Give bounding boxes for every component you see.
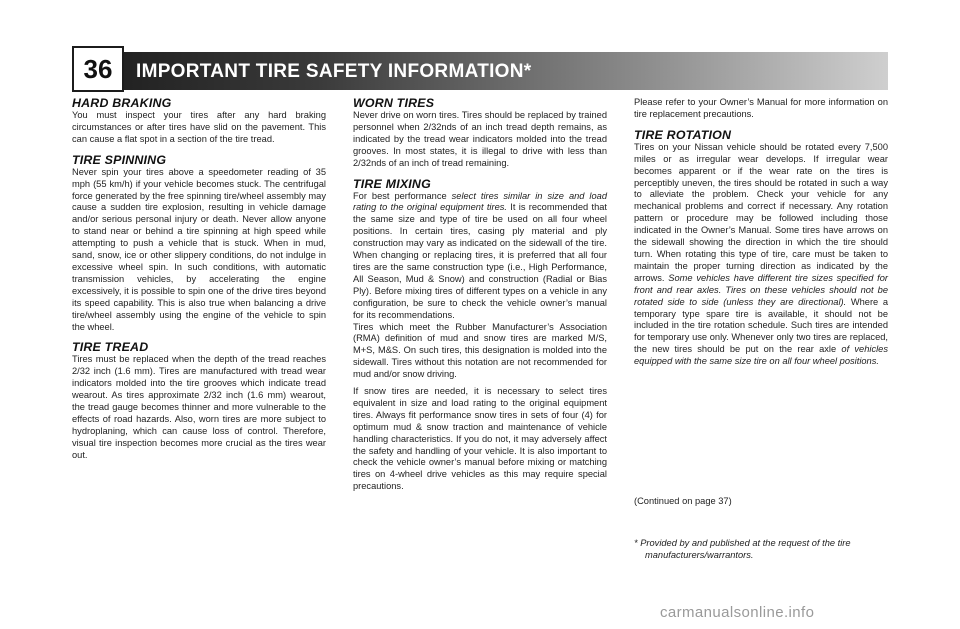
heading-hard-braking: HARD BRAKING — [72, 96, 172, 110]
watermark: carmanualsonline.info — [660, 604, 815, 621]
column-left — [72, 97, 326, 462]
heading-tire-rotation: TIRE ROTATION — [634, 127, 732, 142]
worn-tires-text: Never drive on worn tires. Tires should be replaced by trained personnel when 2/32nds of an inch tread depth remains, as indicated by the tread wear indicators molded into the tread grooves. In most states, it is illegal to drive with less than 2/32nds of an inch of tread remaining. — [353, 110, 607, 168]
tire-mixing-rma-text: Tires which meet the Rubber Manufacturer’s Association (RMA) definition of mud and snow tires are marked M/S, M+S, M&S. On such tires, this designation is molded into the sidewall. Tires without this notation are not recommended for mud and/or snow driving. — [353, 321, 607, 380]
tire-rotation-part2: Where a temporary type spare tire is available, it should not be included in the tire rotation schedule. Such tires are intended for temporary use only. Whenever only two tires are replaced, the new tires should be put on the rear axle — [634, 296, 888, 355]
heading-tire-mixing: TIRE MIXING — [353, 176, 431, 191]
footnote: * Provided by and published at the request of the tire manufacturers/warrantors. — [634, 538, 851, 560]
tire-tread-text: Tires must be replaced when the depth of the tread reaches 2/32 inch (1.6 mm). Tires are manufactured with tread wear indicators molded into the tire grooves which indicate tread wearout. As tires approximate 2/32 inch (1.6 mm) wearout, the tread gauge becomes thinner and more vulnerable to the effects of road hazards. Also, worn tires are more subject to hydroplaning, which can cause loss of control. Therefore, visual tire inspection becomes more crucial as the tires wear out. — [72, 354, 326, 460]
page-title: IMPORTANT TIRE SAFETY INFORMATION* — [136, 61, 532, 82]
tire-mixing-snow-text: If snow tires are needed, it is necessary to select tires equivalent in size and load rating to the original equipment tires. Always fit performance snow tires in sets of four (4) for optimum mud & snow traction and maintenance of vehicle handling characteristics. If you do not, it may adversely affect the safety and handling of your vehicle. It is also important to check the vehicle owner’s manual before mixing or matching tires on 4-wheel drive vehicles as this may require special precautions. — [353, 386, 607, 492]
heading-worn-tires: WORN TIRES — [353, 96, 435, 110]
tire-spinning-text: Never spin your tires above a speedometer reading of 35 mph (55 km/h) if your vehicle becomes stuck. The centrifugal force generated by the free spinning tire/wheel assembly may cause a sudden tire explosion, resulting in vehicle damage and/or serious personal injury or death. Never allow anyone to stand near or behind a tire spinning at high speed while attempting to push a vehicle that is stuck. When in mud, sand, snow, ice or other slippery conditions, do not indulge in excessive wheel spin. In such conditions, with automatic transmission vehicles, by accelerating the engine excessively, it is possible to spin one of the drive tires beyond its speed capability. This is also true when balancing a drive tire/wheel assembly using the engine of the vehicle to spin the wheel. — [72, 166, 326, 332]
column-right — [634, 97, 888, 368]
page-number: 36 — [72, 46, 124, 92]
tire-rotation-text — [634, 142, 888, 368]
tire-mixing-rest: It is recommended that the same size and type of tire be used on all four wheel positions. In certain tires, casing ply material and ply construction may vary as indicated on the sidewall of the tire. When changing or replacing tires, it is preferred that all four tires are the same construction type (i.e., High Performance, All Season, Mud & Snow) and construction (Radial or Bias Ply). Before mixing tires of different types on a vehicle in any configuration, be sure to check the vehicle owner’s manual for its recommendations. — [353, 202, 607, 320]
tire-mixing-text — [353, 191, 607, 322]
tire-rotation-part1: Tires on your Nissan vehicle should be rotated every 7,500 miles or as irregular wear develops. If irregular wear becomes apparent or if the wear rate on the tires is perceptibly uneven, the tires should be rotated in such a way to alleviate the problem. Check your vehicle for any mechanical problems and correct if necessary. Any rotation pattern or procedure may be followed including those indicated in the Owner’s Manual. Some tires have arrows on the sidewall showing the direction in which the tire should turn. When rotating this type of tire, care must be taken to maintain the proper turning direction as indicated by the arrows. — [634, 141, 888, 283]
owners-manual-note: Please refer to your Owner’s Manual for more information on tire replacement precautions. — [634, 97, 888, 119]
continued-note: (Continued on page 37) — [634, 496, 732, 506]
tire-rotation-italic1: Some vehicles have different tire sizes specified for front and rear axles. Tires on these vehicles should not be rotated side to side (unless they are directional). — [634, 272, 888, 307]
hard-braking-text: You must inspect your tires after any hard braking circumstances or after tires have slid on the pavement. This can cause a flat spot in a section of the tire tread. — [72, 110, 326, 144]
tire-rotation-italic2: of vehicles equipped with the same size tire on all four wheel positions. — [634, 344, 888, 367]
column-middle — [353, 97, 607, 493]
tire-mixing-intro: For best performance — [353, 190, 452, 201]
heading-tire-tread: TIRE TREAD — [72, 340, 149, 355]
heading-tire-spinning: TIRE SPINNING — [72, 152, 167, 167]
tire-mixing-intro-italic: select tires similar in size and load rating to the original equipment tires. — [353, 190, 607, 213]
